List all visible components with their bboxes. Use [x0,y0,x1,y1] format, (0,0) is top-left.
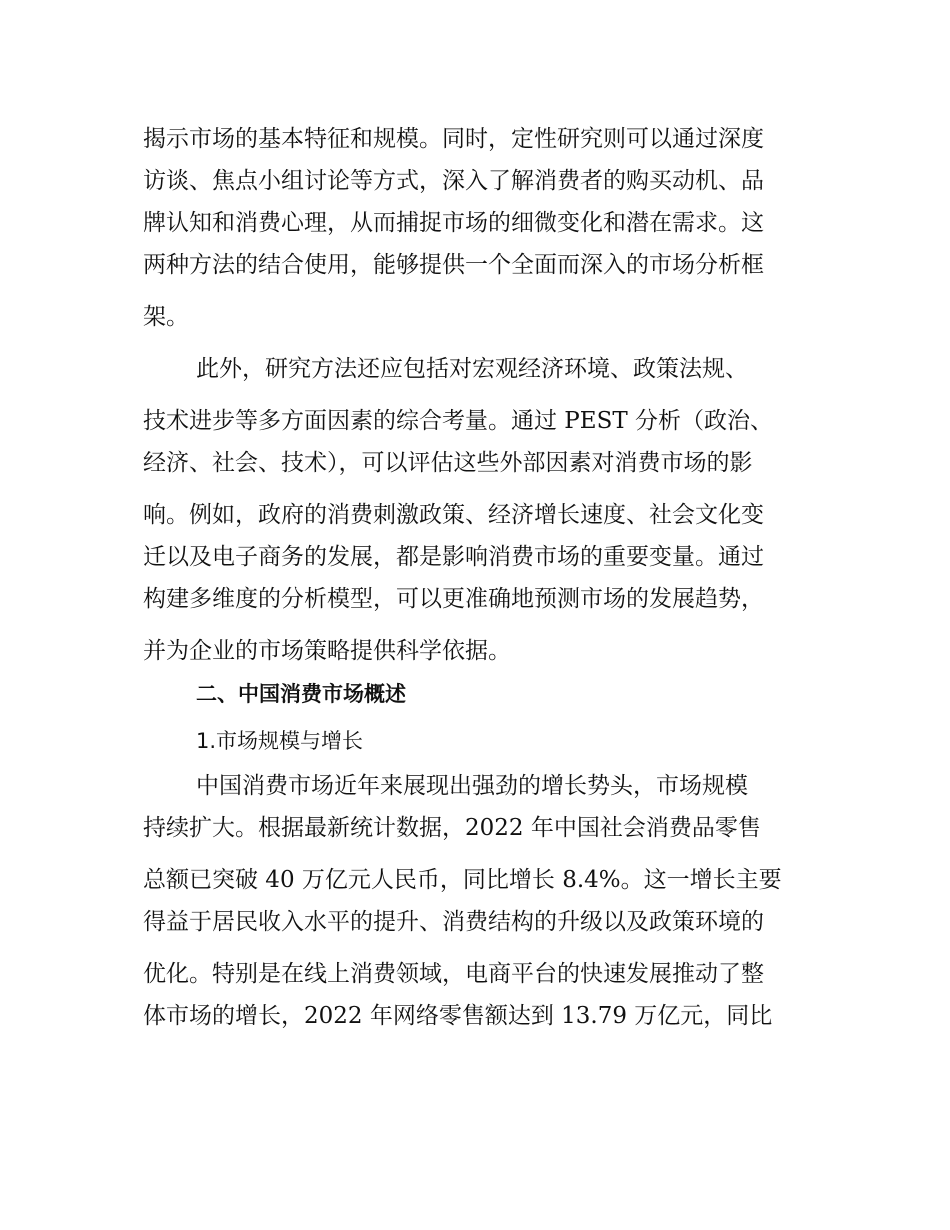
paragraph-3-line-5: 优化。特别是在线上消费领域，电商平台的快速发展推动了整 [143,961,764,987]
subsection-heading: 1.市场规模与增长 [196,729,364,753]
section-heading: 二、中国消费市场概述 [196,682,406,706]
paragraph-3-line-4: 得益于居民收入水平的提升、消费结构的升级以及政策环境的 [143,909,764,935]
paragraph-3-line-6: 体市场的增长，2022 年网络零售额达到 13.79 万亿元，同比 [143,1003,773,1029]
paragraph-3-line-2: 持续扩大。根据最新统计数据，2022 年中国社会消费品零售 [143,815,761,841]
paragraph-3-line-3: 总额已突破 40 万亿元人民币，同比增长 8.4%。这一增长主要 [143,867,782,893]
paragraph-2-line-7: 并为企业的市场策略提供科学依据。 [143,638,511,664]
paragraph-1-line-3: 牌认知和消费心理，从而捕捉市场的细微变化和潜在需求。这 [143,210,764,236]
paragraph-1-line-2: 访谈、焦点小组讨论等方式，深入了解消费者的购买动机、品 [143,168,764,194]
paragraph-1-line-4: 两种方法的结合使用，能够提供一个全面而深入的市场分析框 [143,252,764,278]
paragraph-1-line-1: 揭示市场的基本特征和规模。同时，定性研究则可以通过深度 [143,126,764,152]
paragraph-2-line-2: 技术进步等多方面因素的综合考量。通过 PEST 分析（政治、 [143,408,773,434]
paragraph-2-line-5: 迁以及电子商务的发展，都是影响消费市场的重要变量。通过 [143,544,764,570]
paragraph-3-line-1: 中国消费市场近年来展现出强劲的增长势头，市场规模 [196,773,748,799]
paragraph-1-line-5: 架。 [143,304,189,330]
paragraph-2-line-3: 经济、社会、技术），可以评估这些外部因素对消费市场的影 [143,450,753,476]
paragraph-2-line-4: 响。例如，政府的消费刺激政策、经济增长速度、社会文化变 [143,502,764,528]
paragraph-2-line-6: 构建多维度的分析模型，可以更准确地预测市场的发展趋势， [143,586,764,612]
paragraph-2-line-1: 此外，研究方法还应包括对宏观经济环境、政策法规、 [196,356,748,382]
